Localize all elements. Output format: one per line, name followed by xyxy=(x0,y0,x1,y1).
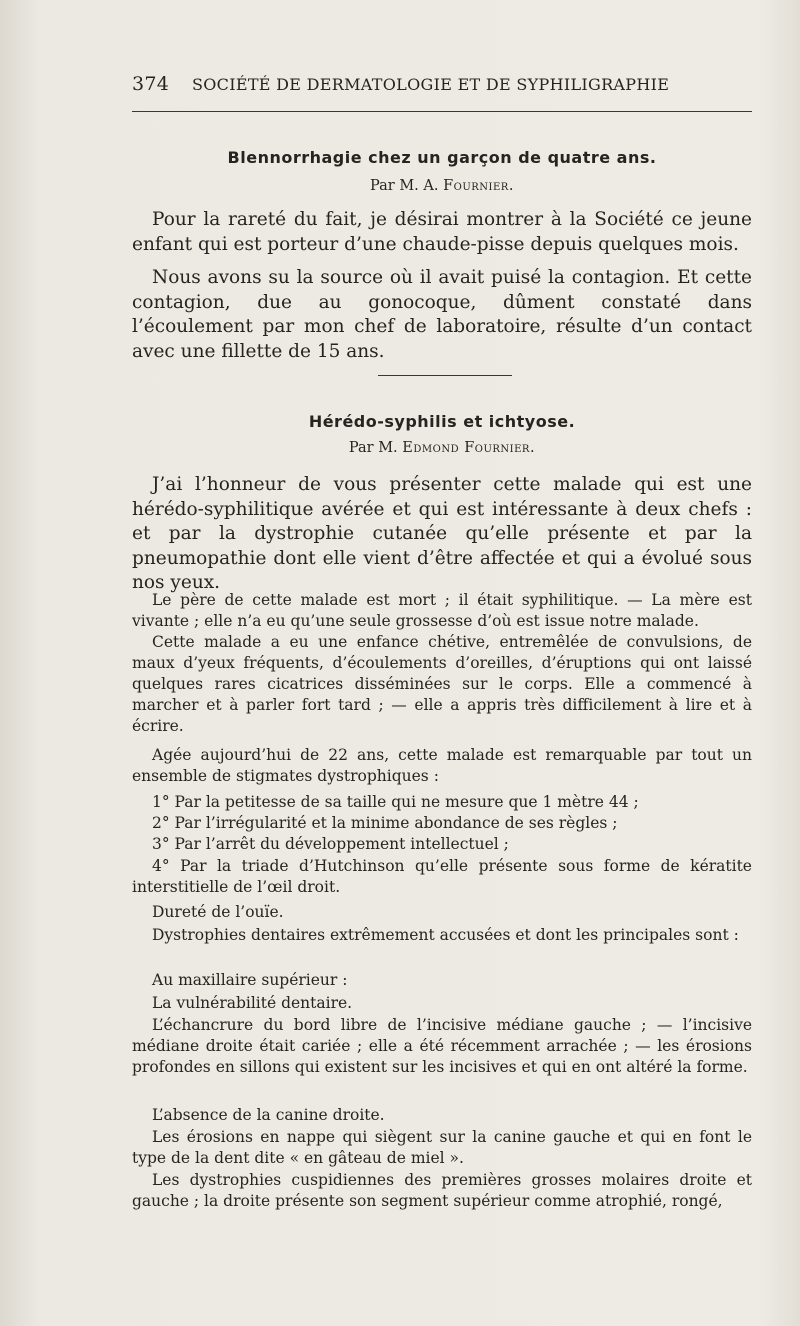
list-item: 3° Par l’arrêt du développement intellectuel ; xyxy=(152,835,509,853)
article-2-paragraph: L’absence de la canine droite. xyxy=(152,1106,385,1124)
article-2-paragraph: La vulnérabilité dentaire. xyxy=(152,994,353,1012)
article-2-paragraph: Le père de cette malade est mort ; il était syphilitique. — La mère est vivante ; elle n’a eu qu’une seule grossesse d’où est issue notre malade. xyxy=(132,591,752,631)
article-2-author: Edmond Fournier. xyxy=(402,440,536,456)
article-1-paragraph: Nous avons su la source où il avait puisé la contagion. Et cette contagion, due au gonocoque, dûment constaté dans l’écoulement par mon chef de laboratoire, résulte d’un contact avec une fillette de 15 ans. xyxy=(132,267,752,362)
article-2-intro: J’ai l’honneur de vous présenter cette malade qui est une hérédo-syphilitique avérée et qui est intéressante à deux chefs : et par la dystrophie cutanée qu’elle présente et par la pneumopathie dont elle vient d’être affectée et qui a évolué sous nos yeux. xyxy=(132,474,752,593)
article-2-paragraph: Dureté de l’ouïe. xyxy=(152,903,284,921)
article-2-byline: Par M. Edmond Fournier. xyxy=(348,440,536,456)
article-2-paragraph: Au maxillaire supérieur : xyxy=(152,971,348,989)
article-1-paragraph: Pour la rareté du fait, je désirai montrer à la Société ce jeune enfant qui est porteur d’une chaude-pisse depuis quelques mois. xyxy=(132,209,752,255)
section-separator xyxy=(378,375,512,376)
article-2-paragraph: Agée aujourd’hui de 22 ans, cette malade est remarquable par tout un ensemble de stigmates dystrophiques : xyxy=(132,746,752,786)
list-item: 4° Par la triade d’Hutchinson qu’elle présente sous forme de kératite interstitielle de l’œil droit. xyxy=(132,857,752,897)
article-2-title: Hérédo-syphilis et ichtyose. xyxy=(308,412,576,431)
article-1-byline: Par M. A. Fournier. xyxy=(370,178,514,194)
article-1-title: Blennorrhagie chez un garçon de quatre ans. xyxy=(227,148,657,167)
article-2-paragraph: L’échancrure du bord libre de l’incisive médiane gauche ; — l’incisive médiane droite était cariée ; elle a été récemment arrachée ; — les érosions profondes en sillons qui existent sur les incisives et qui en ont altéré la forme. xyxy=(132,1016,752,1077)
list-item: 1° Par la petitesse de sa taille qui ne mesure que 1 mètre 44 ; xyxy=(152,793,639,811)
article-1-author: Fournier. xyxy=(443,178,514,194)
running-title: SOCIÉTÉ DE DERMATOLOGIE ET DE SYPHILIGRAPHIE xyxy=(192,75,670,94)
article-2-paragraph: Les érosions en nappe qui siègent sur la canine gauche et qui en font le type de la dent dite « en gâteau de miel ». xyxy=(132,1128,752,1168)
article-2-paragraph: Dystrophies dentaires extrêmement accusées et dont les principales sont : xyxy=(152,926,739,944)
article-2-paragraph: Les dystrophies cuspidiennes des premières grosses molaires droite et gauche ; la droite présente son segment supérieur comme atrophié, rongé, xyxy=(132,1171,752,1211)
article-2-paragraph: Cette malade a eu une enfance chétive, entremêlée de convulsions, de maux d’yeux fréquents, d’écoulements d’oreilles, d’éruptions qui ont laissé quelques rares cicatrices disséminées sur le corps. Elle a commencé à marcher et à parler fort tard ; — elle a appris très difficilement à lire et à écrire. xyxy=(132,633,752,736)
running-header xyxy=(132,73,762,95)
list-item: 2° Par l’irrégularité et la minime abondance de ses règles ; xyxy=(152,814,618,832)
header-rule xyxy=(132,111,752,112)
page-number: 374 xyxy=(132,73,170,95)
